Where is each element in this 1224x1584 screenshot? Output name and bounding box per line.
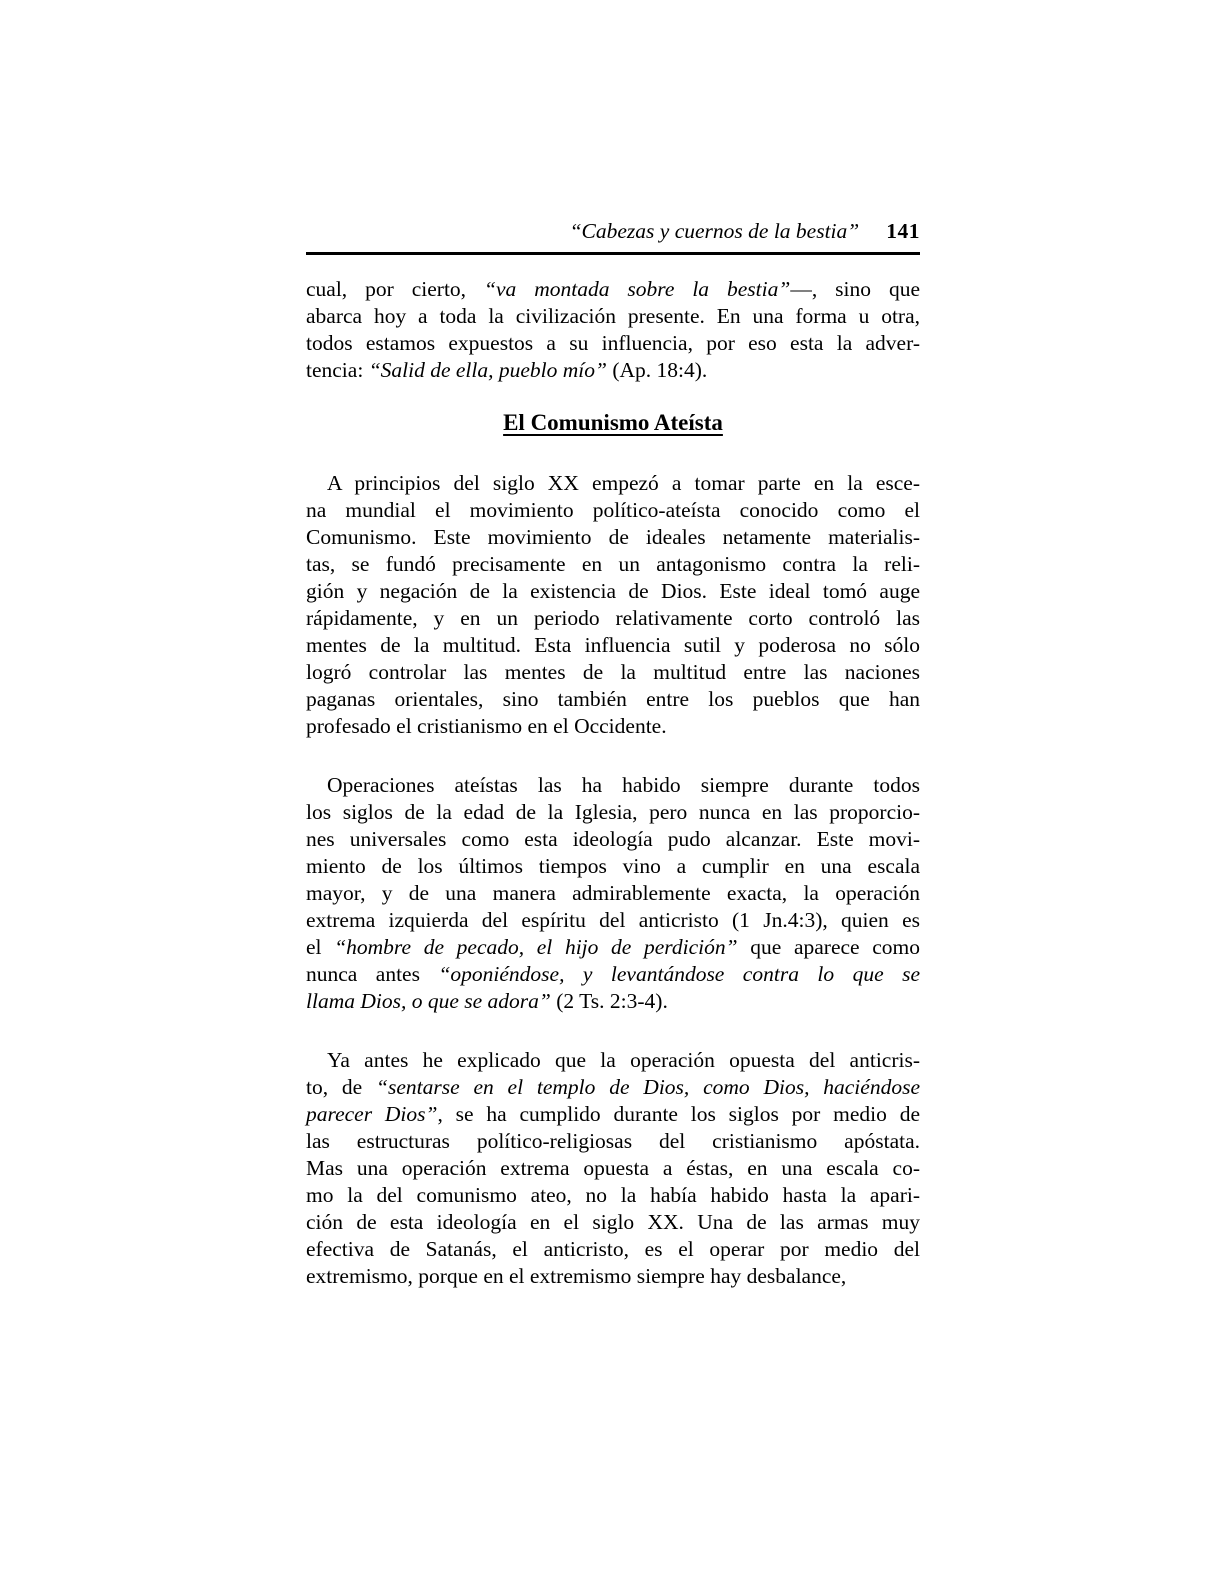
page-header — [306, 218, 920, 245]
text-line — [306, 826, 920, 853]
text-line — [306, 330, 920, 357]
paragraph — [306, 1047, 920, 1290]
text-line — [306, 772, 920, 799]
text-segment: Mas una operación extrema opuesta a éstas, en una escala co- — [306, 1156, 920, 1180]
text-segment: nes universales como esta ideología pudo alcanzar. Este movi- — [306, 827, 920, 851]
text-line — [306, 632, 920, 659]
text-segment: Comunismo. Este movimiento de ideales netamente materialis- — [306, 525, 920, 549]
text-segment: el — [306, 935, 335, 959]
quoted-scripture: “hombre de pecado, el hijo de perdición” — [334, 935, 738, 959]
text-segment: logró controlar las mentes de la multitud entre las naciones — [306, 660, 920, 684]
text-segment: que aparece como — [737, 935, 920, 959]
text-line — [306, 686, 920, 713]
text-segment: nunca antes — [306, 962, 439, 986]
text-segment: las estructuras político-religiosas del cristianismo apóstata. — [306, 1129, 920, 1153]
text-segment: na mundial el movimiento político-ateísta conocido como el — [306, 498, 920, 522]
paragraph — [306, 276, 920, 384]
paragraph — [306, 772, 920, 1015]
text-segment: extremismo, porque en el extremismo siempre hay desbalance, — [306, 1264, 847, 1288]
text-line — [306, 276, 920, 303]
text-line — [306, 1074, 920, 1101]
text-line — [306, 1047, 920, 1074]
text-segment: , se ha cumplido durante los siglos por medio de — [437, 1102, 920, 1126]
text-line — [306, 497, 920, 524]
text-line — [306, 880, 920, 907]
text-segment: gión y negación de la existencia de Dios. Este ideal tomó auge — [306, 579, 920, 603]
text-line — [306, 1236, 920, 1263]
text-line — [306, 605, 920, 632]
quoted-scripture: “Salid de ella, pueblo mío” — [368, 358, 607, 382]
page-number: 141 — [886, 219, 920, 243]
text-line — [306, 524, 920, 551]
text-line — [306, 1155, 920, 1182]
paragraph — [306, 470, 920, 740]
quoted-scripture: llama Dios, o que se adora” — [306, 989, 551, 1013]
text-segment: tencia: — [306, 358, 369, 382]
text-line — [306, 551, 920, 578]
quoted-scripture: “va montada sobre la bestia” — [484, 277, 791, 301]
text-segment: Ya antes he explicado que la operación opuesta del anticris- — [327, 1048, 920, 1072]
text-segment: miento de los últimos tiempos vino a cumplir en una escala — [306, 854, 920, 878]
text-segment: efectiva de Satanás, el anticristo, es el operar por medio del — [306, 1237, 920, 1261]
text-segment: mayor, y de una manera admirablemente exacta, la operación — [306, 881, 920, 905]
text-line — [306, 853, 920, 880]
text-segment: ción de esta ideología en el siglo XX. Una de las armas muy — [306, 1210, 920, 1234]
text-line — [306, 1209, 920, 1236]
running-title: “Cabezas y cuernos de la bestia” — [569, 219, 860, 243]
page-body — [306, 276, 920, 1290]
text-line — [306, 1182, 920, 1209]
text-line — [306, 961, 920, 988]
text-line — [306, 988, 920, 1015]
text-segment: mo la del comunismo ateo, no la había habido hasta la apari- — [306, 1183, 920, 1207]
text-line — [306, 470, 920, 497]
page-content — [306, 0, 920, 1290]
text-segment: tas, se fundó precisamente en un antagonismo contra la reli- — [306, 552, 920, 576]
text-line — [306, 1101, 920, 1128]
text-segment: to, de — [306, 1075, 377, 1099]
text-segment: (2 Ts. 2:3-4). — [550, 989, 668, 1013]
text-segment: Operaciones ateístas las ha habido siempre durante todos — [327, 773, 920, 797]
quoted-scripture: “oponiéndose, y levantándose contra lo que se — [438, 962, 920, 986]
text-segment: rápidamente, y en un periodo relativamente corto controló las — [306, 606, 920, 630]
section-heading: El Comunismo Ateísta — [503, 410, 723, 435]
text-line — [306, 713, 920, 740]
text-line — [306, 578, 920, 605]
text-segment: —, sino que — [790, 277, 920, 301]
text-segment: A principios del siglo XX empezó a tomar parte en la esce- — [327, 471, 920, 495]
text-segment: mentes de la multitud. Esta influencia sutil y poderosa no sólo — [306, 633, 920, 657]
text-line — [306, 1128, 920, 1155]
text-line — [306, 799, 920, 826]
text-segment: los siglos de la edad de la Iglesia, pero nunca en las proporcio- — [306, 800, 920, 824]
text-line — [306, 934, 920, 961]
text-segment: profesado el cristianismo en el Occidente. — [306, 714, 667, 738]
quoted-scripture: parecer Dios” — [306, 1102, 438, 1126]
text-line — [306, 659, 920, 686]
text-line — [306, 907, 920, 934]
text-segment: (Ap. 18:4). — [606, 358, 708, 382]
text-line — [306, 303, 920, 330]
text-segment: extrema izquierda del espíritu del anticristo (1 Jn.4:3), quien es — [306, 908, 920, 932]
quoted-scripture: “sentarse en el templo de Dios, como Dios, haciéndose — [376, 1075, 920, 1099]
header-rule — [306, 252, 920, 255]
text-segment: todos estamos expuestos a su influencia, por eso esta la adver- — [306, 331, 920, 355]
text-line — [306, 357, 920, 384]
text-segment: abarca hoy a toda la civilización presente. En una forma u otra, — [306, 304, 920, 328]
text-line — [306, 1263, 920, 1290]
text-segment: paganas orientales, sino también entre los pueblos que han — [306, 687, 920, 711]
text-segment: cual, por cierto, — [306, 277, 485, 301]
